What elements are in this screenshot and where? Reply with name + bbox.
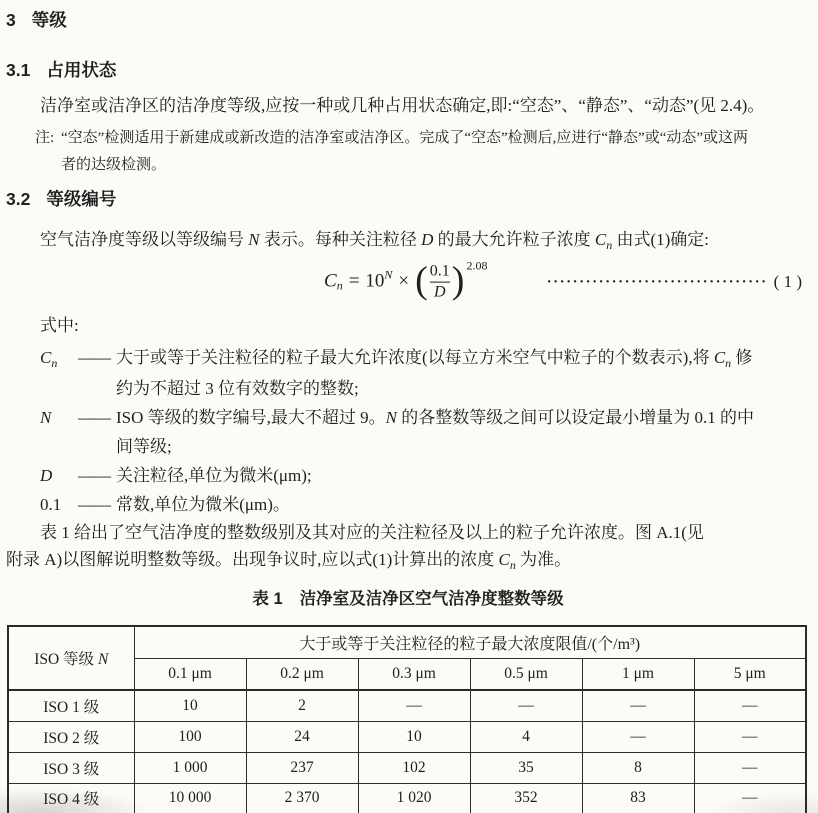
header-concentration-limits: 大于或等于关注粒径的粒子最大浓度限值/(个/m³) [134, 626, 806, 658]
variable-D: D [421, 230, 434, 249]
section-title: 占用状态 [46, 60, 117, 80]
definition-term: N [40, 408, 52, 427]
cell-value: 2 370 [246, 783, 358, 813]
note-line: 者的达级检测。 [61, 157, 167, 173]
cell-value: — [358, 690, 470, 721]
definition-dash: —— [78, 408, 110, 427]
section-number: 3.2 [6, 189, 31, 209]
section-heading-3-2 [6, 187, 810, 211]
definition-term [40, 343, 78, 403]
text-segment: 的最大允许粒子浓度 [433, 230, 595, 249]
variable-C-subscript: n [606, 238, 613, 252]
definition-0-1 [6, 490, 810, 519]
cell-value: 102 [358, 752, 470, 783]
cell-value: 8 [582, 752, 694, 783]
cell-value: 352 [470, 783, 582, 813]
equation-1 [6, 257, 810, 307]
cell-value: — [694, 752, 806, 783]
paragraph-table-intro [6, 519, 810, 575]
header-size-0-5um: 0.5 μm [470, 658, 582, 690]
note-line: “空态”检测适用于新建成或新改造的洁净室或洁净区。完成了“空态”检测后,应进行“静态”或“动态”或这两 [61, 130, 749, 146]
cell-value: 10 000 [134, 783, 246, 813]
text-segment: 表示。每种关注粒径 [259, 230, 422, 249]
paragraph-line [6, 546, 810, 575]
fraction-denominator: D [434, 283, 446, 301]
text-segment: 修 [731, 348, 753, 367]
formula-lhs-subscript: n [336, 278, 343, 293]
variable-C: C [594, 230, 607, 249]
variable-C: C [40, 348, 52, 367]
variable-N: N [248, 230, 260, 249]
definition-line: 间等级; [116, 437, 172, 456]
definition-text [116, 490, 810, 519]
multiplication-sign: × [398, 271, 410, 292]
variable-C-subscript: n [725, 356, 732, 370]
cell-value: — [582, 721, 694, 752]
table-row-iso2 [8, 721, 806, 752]
definition-line: 约为不超过 3 位有效数字的整数; [116, 379, 359, 398]
definition-line: 关注粒径,单位为微米(μm); [116, 466, 312, 485]
paragraph-class-designation [6, 228, 810, 253]
definition-dash: —— [78, 348, 110, 367]
cell-value: 10 [358, 721, 470, 752]
table-caption-label: 表 1 [252, 590, 283, 608]
cell-value: 1 000 [134, 752, 246, 783]
note-text [61, 125, 810, 179]
note-label: 注: [35, 130, 55, 146]
definition-line: 常数,单位为微米(μm)。 [116, 495, 290, 514]
where-label: 式中: [40, 316, 79, 335]
section-title: 等级编号 [46, 189, 117, 209]
cell-value: 83 [582, 783, 694, 813]
table-caption-title: 洁净室及洁净区空气洁净度整数等级 [299, 590, 564, 608]
section-title: 等级 [31, 10, 67, 30]
cell-value: — [694, 783, 806, 813]
text-segment: ISO 等级 [34, 651, 98, 668]
cell-value: — [694, 721, 806, 752]
paragraph-line: 表 1 给出了空气洁净度的整数级别及其对应的关注粒径及以上的粒子允许浓度。图 A.1(见 [40, 523, 704, 542]
row-label: ISO 4 级 [8, 783, 134, 813]
definition-term: 0.1 [40, 495, 62, 514]
text-segment: ISO 等级的数字编号,最大不超过 9。 [116, 408, 386, 427]
header-size-0-1um: 0.1 μm [134, 658, 246, 690]
cell-value: — [470, 690, 582, 721]
header-iso-class [8, 626, 134, 690]
definition-line [116, 403, 810, 432]
text-segment: 大于或等于关注粒径的粒子最大允许浓度(以每立方米空气中粒子的个数表示),将 [116, 348, 714, 367]
definition-line [116, 343, 810, 374]
header-size-0-3um: 0.3 μm [358, 658, 470, 690]
section-heading-3 [6, 8, 810, 32]
variable-C: C [713, 348, 726, 367]
variable-N: N [385, 408, 397, 427]
equation-tail [547, 272, 802, 292]
equation-leader-dots: ·································· [546, 273, 768, 290]
cell-value: 24 [246, 721, 358, 752]
table-header-row-1 [8, 626, 806, 658]
cell-value: 4 [470, 721, 582, 752]
cell-value: 2 [246, 690, 358, 721]
cell-value: 1 020 [358, 783, 470, 813]
fraction-numerator: 0.1 [429, 262, 450, 280]
definition-text [116, 461, 810, 490]
definition-dash: —— [78, 466, 110, 485]
header-size-5um: 5 μm [694, 658, 806, 690]
definition-d [6, 461, 810, 490]
definition-n [6, 403, 810, 461]
fraction-bar [430, 281, 450, 283]
row-label: ISO 3 级 [8, 752, 134, 783]
note-block [6, 125, 810, 179]
cell-value: 100 [134, 721, 246, 752]
header-size-0-2um: 0.2 μm [246, 658, 358, 690]
cell-value: — [582, 690, 694, 721]
cell-value: 10 [134, 690, 246, 721]
header-size-1um: 1 μm [582, 658, 694, 690]
cell-value: — [694, 690, 806, 721]
section-heading-3-1 [6, 58, 810, 82]
text-segment: 的各整数等级之间可以设定最小增量为 0.1 的中 [397, 408, 754, 427]
definition-dash: —— [78, 495, 110, 514]
table-row-iso1 [8, 690, 806, 721]
equation-number: ( 1 ) [773, 272, 802, 291]
fraction [428, 263, 452, 302]
cell-value: 237 [246, 752, 358, 783]
section-number: 3 [6, 10, 16, 30]
row-label: ISO 2 级 [8, 721, 134, 752]
definition-text [116, 403, 810, 461]
paragraph-occupancy-states: 洁净室或洁净区的洁净度等级,应按一种或几种占用状态确定,即:“空态”、“静态”、“动态”(见 2.4)。 [40, 96, 765, 115]
table-row-iso4 [8, 783, 806, 813]
variable-C-subscript: n [509, 558, 516, 572]
text-segment: 由式(1)确定: [612, 230, 710, 249]
cell-value: 35 [470, 752, 582, 783]
definitions-list [6, 343, 810, 519]
text-segment: 附录 A)以图解说明整数等级。出现争议时,应以式(1)计算出的浓度 [6, 550, 499, 569]
equation-formula: C $_n$ = 10 $^N$ × ( $\frac{0.1}{D}$ ) 2.08 [324, 258, 488, 302]
definition-cn [6, 343, 810, 403]
formula-power: 2.08 [466, 258, 488, 273]
definition-text [116, 343, 810, 403]
definition-term: D [40, 466, 53, 485]
equals-sign: = [348, 271, 360, 292]
formula-exponent-N: N [384, 267, 393, 282]
cleanliness-class-table [7, 625, 807, 813]
row-label: ISO 1 级 [8, 690, 134, 721]
formula-base: 10 [365, 271, 385, 292]
text-segment: 空气洁净度等级以等级编号 [40, 230, 249, 249]
table-row-iso3 [8, 752, 806, 783]
text-segment: 为准。 [515, 550, 572, 569]
table-caption [6, 589, 810, 609]
variable-N: N [97, 651, 109, 668]
formula-lhs: C [324, 271, 337, 292]
variable-C-subscript: n [51, 356, 58, 370]
section-number: 3.1 [6, 60, 31, 80]
variable-C: C [498, 550, 510, 569]
